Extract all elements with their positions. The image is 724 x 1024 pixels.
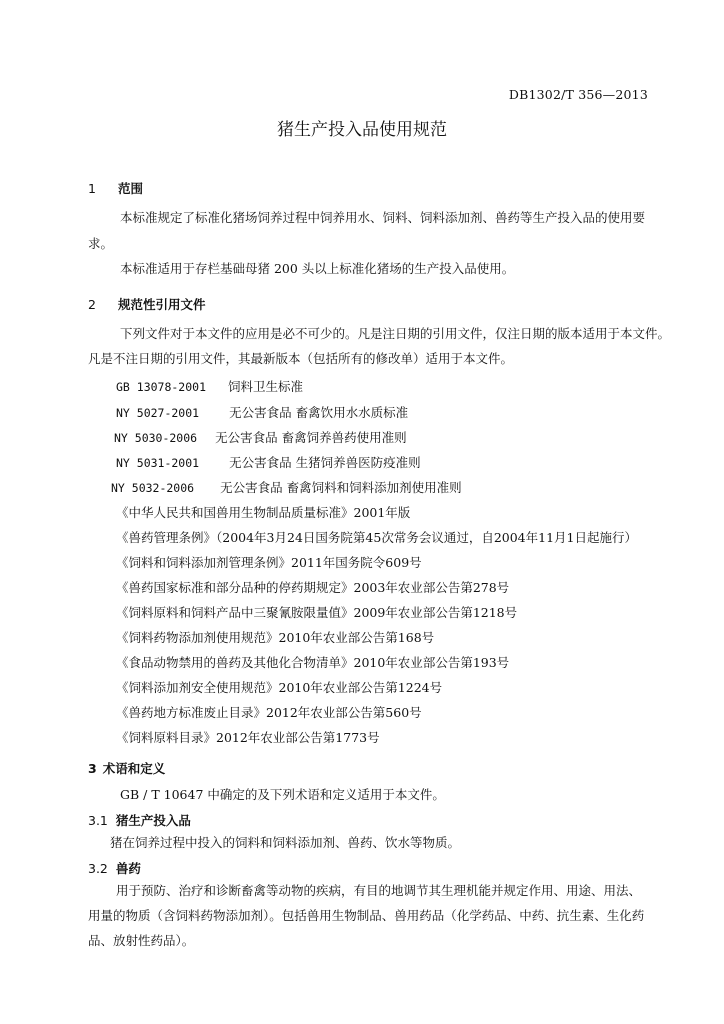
reference-code: NY 5032-2006 bbox=[111, 481, 195, 495]
terms-intro: GB / T 10647 中确定的及下列术语和定义适用于本文件。 bbox=[120, 787, 445, 802]
section-2-heading bbox=[88, 295, 206, 313]
reference-name: 饲料卫生标准 bbox=[228, 379, 304, 394]
regulation-reference: 《饲料药物添加剂使用规范》2010年农业部公告第168号 bbox=[116, 630, 435, 645]
normative-reference bbox=[116, 453, 421, 471]
normative-reference bbox=[111, 478, 462, 496]
scope-para-2: 本标准适用于存栏基础母猪 200 头以上标准化猪场的生产投入品使用。 bbox=[120, 261, 515, 276]
section-title: 术语和定义 bbox=[102, 761, 166, 776]
regulation-reference: 《饲料添加剂安全使用规范》2010年农业部公告第1224号 bbox=[116, 680, 443, 695]
section-number: 2 bbox=[88, 297, 96, 312]
reference-code: NY 5030-2006 bbox=[114, 431, 198, 445]
regulation-reference: 《饲料和饲料添加剂管理条例》2011年国务院令609号 bbox=[116, 555, 422, 570]
refs-intro-line-1: 下列文件对于本文件的应用是必不可少的。凡是注日期的引用文件，仅注日期的版本适用于本文件。 bbox=[120, 326, 671, 341]
term-3-1-heading bbox=[88, 811, 191, 829]
normative-reference bbox=[116, 403, 408, 421]
section-1-heading bbox=[88, 179, 143, 197]
regulation-reference: 《兽药地方标准废止目录》2012年农业部公告第560号 bbox=[116, 705, 422, 720]
regulation-reference: 《中华人民共和国兽用生物制品质量标准》2001年版 bbox=[116, 505, 411, 520]
term-number: 3.1 bbox=[88, 813, 108, 828]
regulation-reference: 《饲料原料目录》2012年农业部公告第1773号 bbox=[116, 730, 380, 745]
reference-code: GB 13078-2001 bbox=[116, 380, 207, 394]
regulation-reference: 《兽药国家标准和部分品种的停药期规定》2003年农业部公告第278号 bbox=[116, 580, 510, 595]
reference-code: NY 5027-2001 bbox=[116, 406, 200, 420]
term-title: 兽药 bbox=[115, 861, 141, 876]
reference-name: 无公害食品 畜禽饲料和饲料添加剂使用准则 bbox=[220, 480, 462, 495]
term-title: 猪生产投入品 bbox=[115, 813, 191, 828]
reference-name: 无公害食品 畜禽饲养兽药使用准则 bbox=[215, 430, 407, 445]
section-title: 范围 bbox=[118, 181, 144, 196]
document-title: 猪生产投入品使用规范 bbox=[277, 120, 447, 140]
scope-para-1-line-2: 求。 bbox=[88, 236, 114, 251]
regulation-reference: 《食品动物禁用的兽药及其他化合物清单》2010年农业部公告第193号 bbox=[116, 655, 510, 670]
scope-para-1-line-1: 本标准规定了标准化猪场饲养过程中饲养用水、饲料、饲料添加剂、兽药等生产投入品的使用要 bbox=[120, 210, 646, 225]
term-3-2-definition-line-1: 用于预防、治疗和诊断畜禽等动物的疾病，有目的地调节其生理机能并规定作用、用途、用法、 bbox=[116, 883, 642, 898]
standard-number: DB1302/T 356—2013 bbox=[508, 87, 648, 102]
normative-reference bbox=[114, 428, 407, 446]
term-3-2-definition-line-2: 用量的物质（含饲料药物添加剂）。包括兽用生物制品、兽用药品（化学药品、中药、抗生素、生化药 bbox=[88, 908, 645, 923]
section-number: 1 bbox=[88, 181, 96, 196]
section-number: 3 bbox=[88, 761, 97, 776]
term-number: 3.2 bbox=[88, 861, 108, 876]
normative-reference bbox=[116, 377, 303, 395]
section-title: 规范性引用文件 bbox=[118, 297, 206, 312]
term-3-2-heading bbox=[88, 859, 141, 877]
refs-intro-line-2: 凡是不注日期的引用文件，其最新版本（包括所有的修改单）适用于本文件。 bbox=[88, 351, 514, 366]
term-3-1-definition: 猪在饲养过程中投入的饲料和饲料添加剂、兽药、饮水等物质。 bbox=[110, 835, 461, 850]
reference-name: 无公害食品 生猪饲养兽医防疫准则 bbox=[229, 455, 421, 470]
term-3-2-definition-line-3: 品、放射性药品）。 bbox=[88, 933, 195, 948]
section-3-heading bbox=[88, 759, 165, 777]
regulation-reference: 《兽药管理条例》（2004年3月24日国务院第45次常务会议通过，自2004年11月1日起施行） bbox=[116, 530, 637, 545]
reference-name: 无公害食品 畜禽饮用水水质标准 bbox=[229, 405, 409, 420]
regulation-reference: 《饲料原料和饲料产品中三聚氰胺限量值》2009年农业部公告第1218号 bbox=[116, 605, 518, 620]
reference-code: NY 5031-2001 bbox=[116, 456, 200, 470]
